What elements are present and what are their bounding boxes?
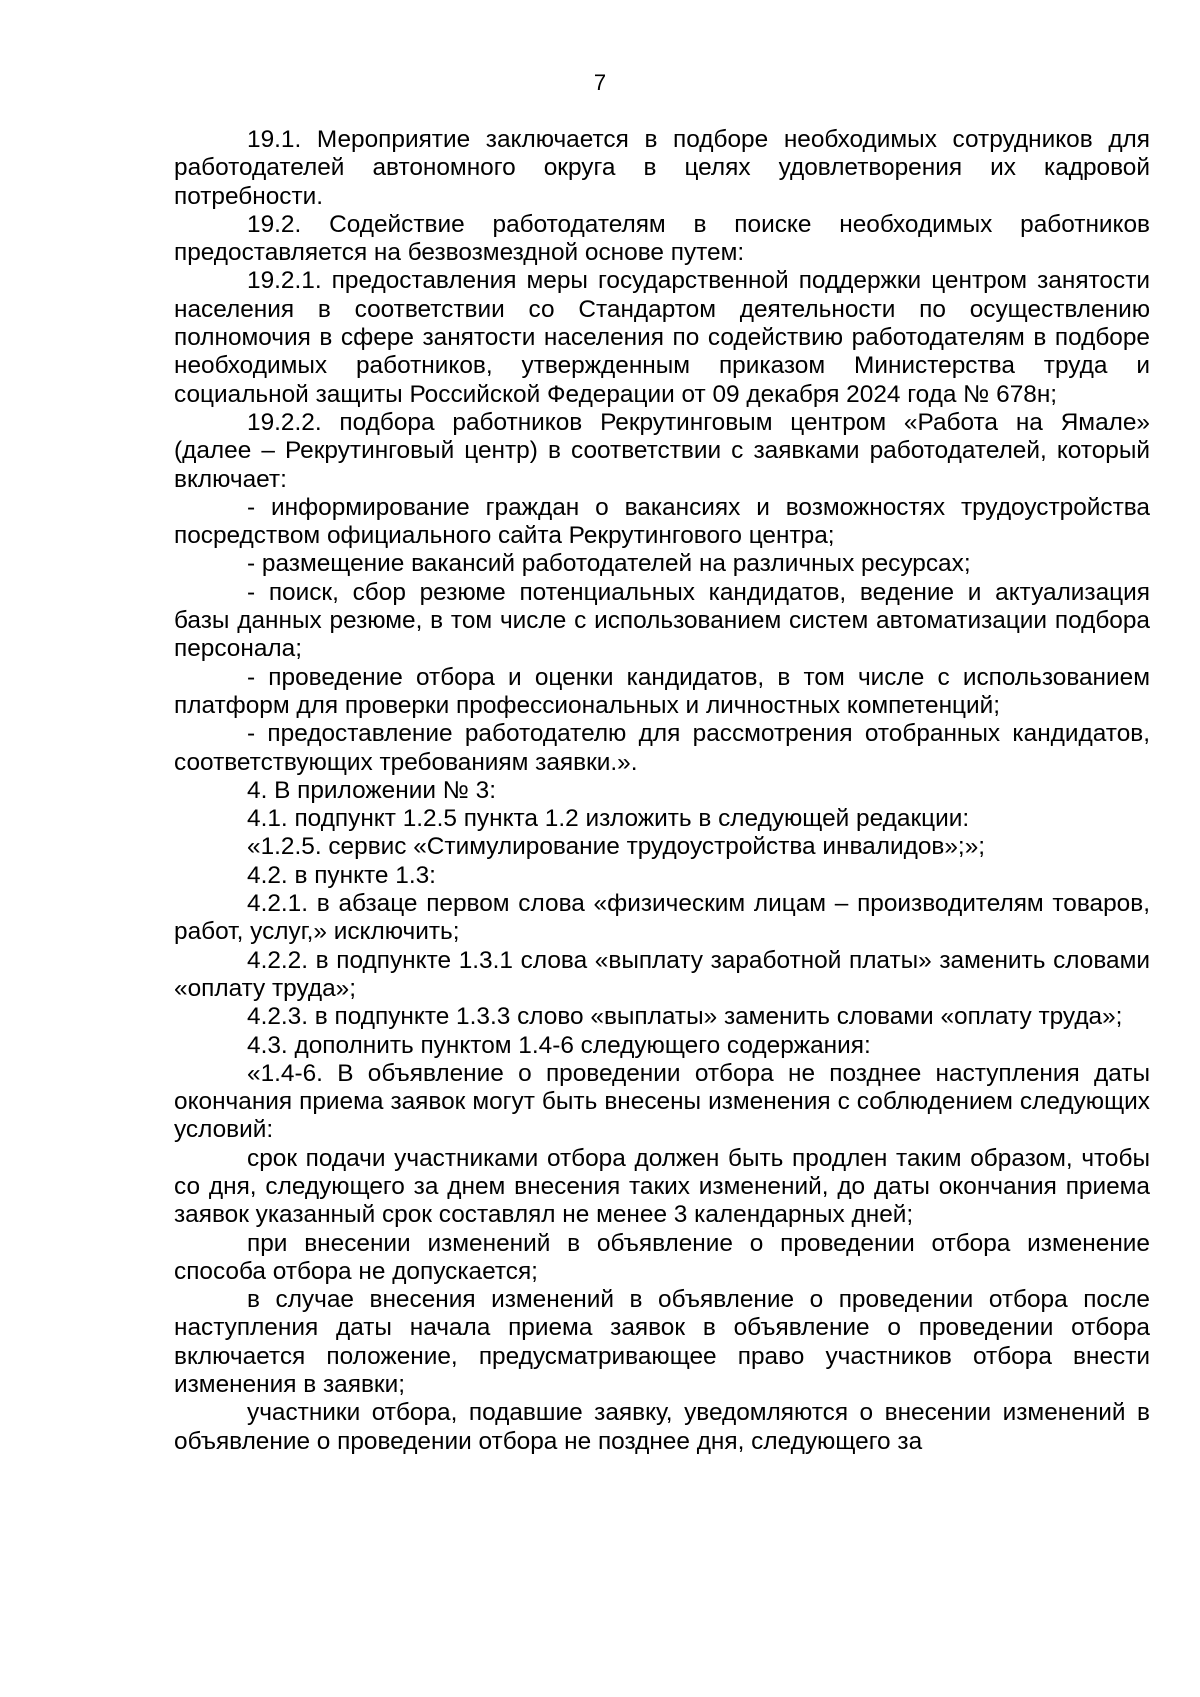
paragraph-19-2-1: 19.2.1. предоставления меры государственной поддержки центром занятости населения в соответствии со Стандартом деятельности по осуществлению полномочия в сфере занятости населения по содействию работодателям в подборе необходимых работников, утвержденным приказом Министерства труда и социальной защиты Российской Федерации от 09 декабря 2024 года № 678н; [174, 267, 1150, 408]
paragraph-4-2-2: 4.2.2. в подпункте 1.3.1 слова «выплату заработной платы» заменить словами «оплату труда»; [174, 946, 1150, 1002]
page-number: 7 [593, 70, 607, 95]
document-body [174, 126, 1150, 1456]
paragraph-1-4-6: «1.4-6. В объявление о проведении отбора не позднее наступления даты окончания приема заявок могут быть внесены изменения с соблюдением следующих условий: [174, 1059, 1150, 1144]
condition-notification: участники отбора, подавшие заявку, уведомляются о внесении изменений в объявление о проведении отбора не позднее дня, следующего за [174, 1399, 1150, 1455]
list-item-vacancy-posting: - размещение вакансий работодателей на различных ресурсах; [247, 550, 971, 578]
paragraph-4-1: 4.1. подпункт 1.2.5 пункта 1.2 изложить в следующей редакции: [247, 805, 970, 833]
paragraph-4-2-3: 4.2.3. в подпункте 1.3.3 слово «выплаты» заменить словами «оплату труда»; [247, 1003, 1123, 1031]
paragraph-1-2-5-text: «1.2.5. сервис «Стимулирование трудоустройства инвалидов»;»; [247, 833, 986, 861]
paragraph-19-2: 19.2. Содействие работодателям в поиске необходимых работников предоставляется на безвозмездной основе путем: [174, 210, 1150, 267]
paragraph-4-2: 4.2. в пункте 1.3: [247, 861, 436, 889]
paragraph-4-3: 4.3. дополнить пунктом 1.4-6 следующего содержания: [247, 1031, 871, 1059]
paragraph-19-1: 19.1. Мероприятие заключается в подборе необходимых сотрудников для работодателей автономного округа в целях удовлетворения их кадровой потребности. [174, 126, 1150, 210]
list-item-candidate-assessment: - проведение отбора и оценки кандидатов, в том числе с использованием платформ для проверки профессиональных и личностных компетенций; [174, 663, 1150, 719]
paragraph-4-2-1: 4.2.1. в абзаце первом слова «физическим лицам – производителям товаров, работ, услуг,» исключить; [174, 890, 1150, 946]
list-item-informing: - информирование граждан о вакансиях и возможностях трудоустройства посредством официального сайта Рекрутингового центра; [174, 493, 1150, 550]
condition-deadline-extension: срок подачи участниками отбора должен быть продлен таким образом, чтобы со дня, следующего за днем внесения таких изменений, до даты окончания приема заявок указанный срок составлял не менее 3 календарных дней; [174, 1144, 1150, 1229]
paragraph-19-2-2: 19.2.2. подбора работников Рекрутинговым центром «Работа на Ямале» (далее – Рекрутинговый центр) в соответствии с заявками работодателей, который включает: [174, 408, 1150, 493]
list-item-resume-search: - поиск, сбор резюме потенциальных кандидатов, ведение и актуализация базы данных резюме, в том числе с использованием систем автоматизации подбора персонала; [174, 578, 1150, 663]
paragraph-4: 4. В приложении № 3: [247, 776, 497, 804]
list-item-candidate-provision: - предоставление работодателю для рассмотрения отобранных кандидатов, соответствующих требованиям заявки.». [174, 720, 1150, 776]
condition-application-changes: в случае внесения изменений в объявление о проведении отбора после наступления даты начала приема заявок в объявление о проведении отбора включается положение, предусматривающее право участников отбора внести изменения в заявки; [174, 1286, 1150, 1399]
condition-method-unchanged: при внесении изменений в объявление о проведении отбора изменение способа отбора не допускается; [174, 1229, 1150, 1285]
